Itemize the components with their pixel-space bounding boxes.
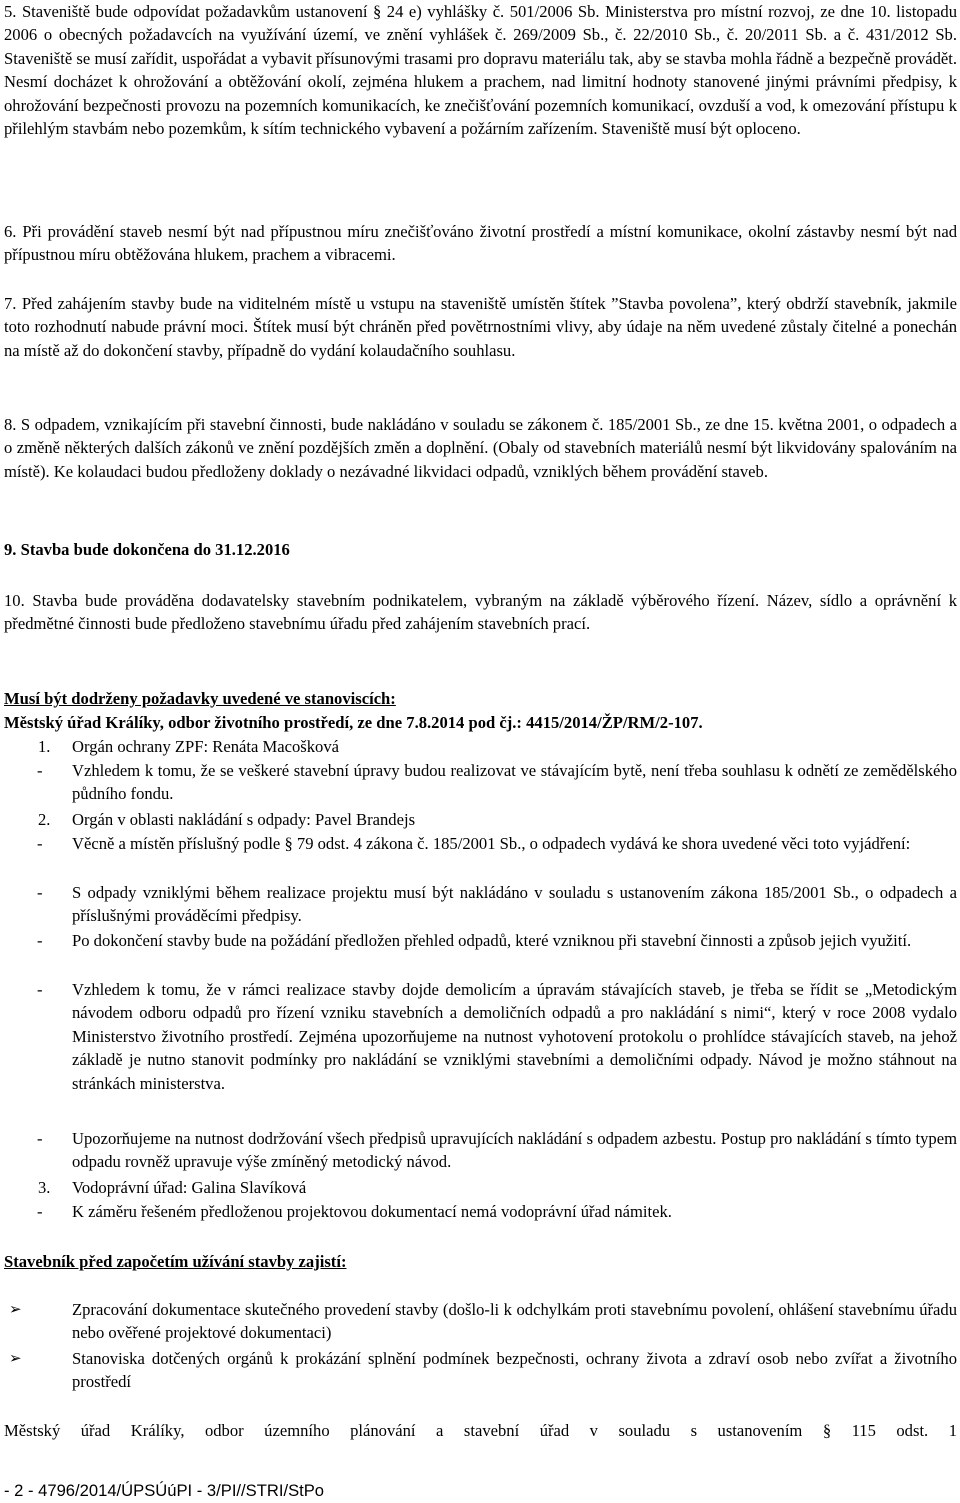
bullet-item: ➢ Zpracování dokumentace skutečného provedení stavby (došlo-li k odchylkám proti stavebnímu povolení, ohlášení stavebnímu úřadu nebo ověřené projektové dokumentaci) — [9, 1300, 957, 1343]
paragraph-10: 10. Stavba bude prováděna dodavatelsky stavebním podnikatelem, vybraným na základě výběrového řízení. Název, sídlo a oprávnění k předmětné činnosti bude předloženo stavebnímu úřadu před zahájením stavebních prací. — [4, 591, 957, 634]
page-footer: - 2 - 4796/2014/ÚPSÚúPI - 3/PI//STRI/StPo — [4, 1481, 325, 1500]
document-page: 5. Staveniště bude odpovídat požadavkům ustanovení § 24 e) vyhlášky č. 501/2006 Sb. Ministerstva pro místní rozvoj, ze dne 10. listopadu 2006 o obecných požadavcích na využívání území, ve znění vyhlášek č. 269/2009 Sb., č. 22/2010 Sb., č. 20/2011 Sb. a č. 431/2012 Sb. Staveniště se musí zařídit, uspořádat a vybavit přísunovými trasami pro dopravu materiálu tak, aby se stavba mohla řádně a bezpečně provádět. Nesmí docházet k ohrožování a obtěžování okolí, zejména hlukem a prachem, nad limitní hodnoty stanovené jinými právními předpisy, k ohrožování bezpečnosti provozu na pozemních komunikacích, ke znečišťování pozemních komunikací, ovzduší a vod, k omezování přístupu k přilehlým stavbám nebo pozemkům, k sítím technického vybavení a požárním zařízením. Staveniště musí být oploceno. 6. Při provádění staveb nesmí být nad přípustnou míru znečišťováno životní prostředí a místní komunikace, okolní zástavby nesmí být nad přípustnou míru obtěžována hlukem, prachem a vibracemi. 7. Před zahájením stavby bude na viditelném místě u vstupu na staveniště umístěn štítek ”Stavba povolena”, který obdrží stavebník, jakmile toto rozhodnutí nabude právní moci. Štítek musí být chráněn před povětrnostními vlivy, aby údaje na něm uvedené zůstaly čitelné a ponechán na místě až do dokončení stavby, případně do vydání kolaudačního souhlasu. 8. S odpadem, vznikajícím při stavební činnosti, bude nakládáno v souladu se zákonem č. 185/2001 Sb., ze dne 15. května 2001, o odpadech a o změně některých dalších zákonů ve znění pozdějších změn a doplnění. (Obaly od stavebních materiálů nesmí být likvidovány spalováním na místě). Ke kolaudaci budou předloženy doklady o nezávadné likvidaci odpadů, vzniklých během provádění staveb. 9. Stavba bude dokončena do 31.12.2016 10. Stavba bude prováděna dodavatelsky stavebním podnikatelem, vybraným na základě výběrového řízení. Název, sídlo a oprávnění k předmětné činnosti bude předloženo stavebnímu úřadu před zahájením stavebních prací. Musí být dodrženy požadavky uvedené ve stanoviscích: Městský úřad Králíky, odbor životního prostředí, ze dne 7.8.2014 pod čj.: 4415/2014/ŽP/RM/2-107. 1. Orgán ochrany ZPF: Renáta Macošková - Vzhledem k tomu, že se veškeré stavební úpravy budou realizovat ve stávajícím bytě, není třeba souhlasu k odnětí ze zemědělského půdního fondu. 2. Orgán v oblasti nakládání s odpady: Pavel Brandejs - Věcně a místěn příslušný podle § 79 odst. 4 zákona č. 185/2001 Sb., o odpadech vydává ke shora uvedené věci toto vyjádření: - S odpady vzniklými během realizace projektu musí být nakládáno v souladu s ustanovením zákona 185/2001 Sb., o odpadech a příslušnými prováděcími předpisy. - Po dokončení stavby bude na požádání předložen přehled odpadů, které vzniknou při stavební činnosti a způsob jejich využití. - Vzhledem k tomu, že v rámci realizace stavby dojde demolicím a úpravám stávajících staveb, je třeba se řídit se „Metodickým návodem odboru odpadů pro řízení vzniku stavebních a demoličních odpadů a pro nakládání s nimi“, který v roce 2008 vydalo Ministerstvo životního prostředí. Zejména upozorňujeme na nutnost vyhotovení protokolu o prohlídce stávajících staveb, na jehož základě je nutno stanovit podmínky pro nakládání se vzniklými stavebními a demoličními odpady. Návod je možno stáhnout na stránkách ministerstva. - Upozorňujeme na nutnost dodržování všech předpisů upravujících nakládání s odpadem azbestu. Postup pro nakládání s tímto typem odpadu rovněž upravuje výše zmíněný metodický návod. 3. Vodoprávní úřad: Galina Slavíková - K záměru řešeném předloženou projektovou dokumentací nemá vodoprávní úřad námitek. Stavebník před započetím užívání stavby zajistí: ➢ Zpracování dokumentace skutečného provedení stavby (došlo-li k odchylkám proti stavebnímu povolení, ohlášení stavebnímu úřadu nebo ověřené projektové dokumentaci) ➢ Stanoviska dotčených orgánů k prokázání splnění podmínek bezpečnosti, ochrany života a zdraví osob nebo zvířat a životního prostředí Městský úřad Králíky, odbor územního plánování a stavební úřad v souladu s ustanovením § 115 odst. 1 - 2 - 4796/2014/ÚPSÚúPI - 3/PI//STRI/StPo — [4, 2, 957, 1500]
paragraph-9-completion-date: 9. Stavba bude dokončena do 31.12.2016 — [4, 540, 290, 559]
requirements-heading: Musí být dodrženy požadavky uvedené ve stanoviscích: — [4, 689, 396, 708]
closing-line: Městský úřad Králíky, odbor územního plánování a stavební úřad v souladu s ustanovením § 115 odst. 1 — [4, 1421, 957, 1440]
dash-item: - Vzhledem k tomu, že se veškeré stavební úpravy budou realizovat ve stávajícím bytě, není třeba souhlasu k odnětí ze zemědělského půdního fondu. — [37, 761, 957, 804]
dash-item: - Vzhledem k tomu, že v rámci realizace stavby dojde demolicím a úpravám stávajících staveb, je třeba se řídit se „Metodickým návodem odboru odpadů pro řízení vzniku stavebních a demoličních odpadů a pro nakládání s nimi“, který v roce 2008 vydalo Ministerstvo životního prostředí. Zejména upozorňujeme na nutnost vyhotovení protokolu o prohlídce stávajících staveb, na jehož základě je nutno stanovit podmínky pro nakládání se vzniklými stavebními a demoličními odpady. Návod je možno stáhnout na stránkách ministerstva. — [37, 980, 957, 1093]
dash-item: - Věcně a místěn příslušný podle § 79 odst. 4 zákona č. 185/2001 Sb., o odpadech vydává ke shora uvedené věci toto vyjádření: — [37, 834, 911, 853]
paragraph-8: 8. S odpadem, vznikajícím při stavební činnosti, bude nakládáno v souladu se zákonem č. 185/2001 Sb., ze dne 15. května 2001, o odpadech a o změně některých dalších zákonů ve znění pozdějších změn a doplnění. (Obaly od stavebních materiálů nesmí být likvidovány spalováním na místě). Ke kolaudaci budou předloženy doklady o nezávadné likvidaci odpadů, vzniklých během provádění staveb. — [4, 415, 957, 481]
bullet-item: ➢ Stanoviska dotčených orgánů k prokázání splnění podmínek bezpečnosti, ochrany života a zdraví osob nebo zvířat a životního prostředí — [9, 1349, 957, 1392]
paragraph-6: 6. Při provádění staveb nesmí být nad přípustnou míru znečišťováno životní prostředí a místní komunikace, okolní zástavby nesmí být nad přípustnou míru obtěžována hlukem, prachem a vibracemi. — [4, 222, 957, 265]
arrow-bullet-icon: ➢ — [9, 1349, 22, 1367]
dash-item: - K záměru řešeném předloženou projektovou dokumentací nemá vodoprávní úřad námitek. — [37, 1202, 672, 1221]
paragraph-7: 7. Před zahájením stavby bude na viditelném místě u vstupu na staveniště umístěn štítek ”Stavba povolena”, který obdrží stavebník, jakmile toto rozhodnutí nabude právní moci. Štítek musí být chráněn před povětrnostními vlivy, aby údaje na něm uvedené zůstaly čitelné a ponechán na místě až do dokončení stavby, případně do vydání kolaudačního souhlasu. — [4, 294, 957, 360]
dash-item: - S odpady vzniklými během realizace projektu musí být nakládáno v souladu s ustanovením zákona 185/2001 Sb., o odpadech a příslušnými prováděcími předpisy. — [37, 883, 957, 926]
paragraph-5: 5. Staveniště bude odpovídat požadavkům ustanovení § 24 e) vyhlášky č. 501/2006 Sb. Ministerstva pro místní rozvoj, ze dne 10. listopadu 2006 o obecných požadavcích na využívání území, ve znění vyhlášek č. 269/2009 Sb., č. 22/2010 Sb., č. 20/2011 Sb. a č. 431/2012 Sb. Staveniště se musí zařídit, uspořádat a vybavit přísunovými trasami pro dopravu materiálu tak, aby se stavba mohla řádně a bezpečně provádět. Nesmí docházet k ohrožování a obtěžování okolí, zejména hlukem a prachem, nad limitní hodnoty stanovené jinými právními předpisy, k ohrožování bezpečnosti provozu na pozemních komunikacích, ke znečišťování pozemních komunikací, ovzduší a vod, k omezování přístupu k přilehlým stavbám nebo pozemkům, k sítím technického vybavení a požárním zařízením. Staveniště musí být oploceno. — [4, 2, 957, 139]
arrow-bullet-icon: ➢ — [9, 1300, 22, 1318]
dash-item: - Upozorňujeme na nutnost dodržování všech předpisů upravujících nakládání s odpadem azbestu. Postup pro nakládání s tímto typem odpadu rovněž upravuje výše zmíněný metodický návod. — [37, 1129, 957, 1172]
office-reference-line: Městský úřad Králíky, odbor životního prostředí, ze dne 7.8.2014 pod čj.: 4415/2014/ŽP/RM/2-107. — [4, 713, 703, 732]
dash-item: - Po dokončení stavby bude na požádání předložen přehled odpadů, které vzniknou při stavební činnosti a způsob jejich využití. — [37, 931, 912, 950]
builder-heading: Stavebník před započetím užívání stavby zajistí: — [4, 1252, 347, 1271]
